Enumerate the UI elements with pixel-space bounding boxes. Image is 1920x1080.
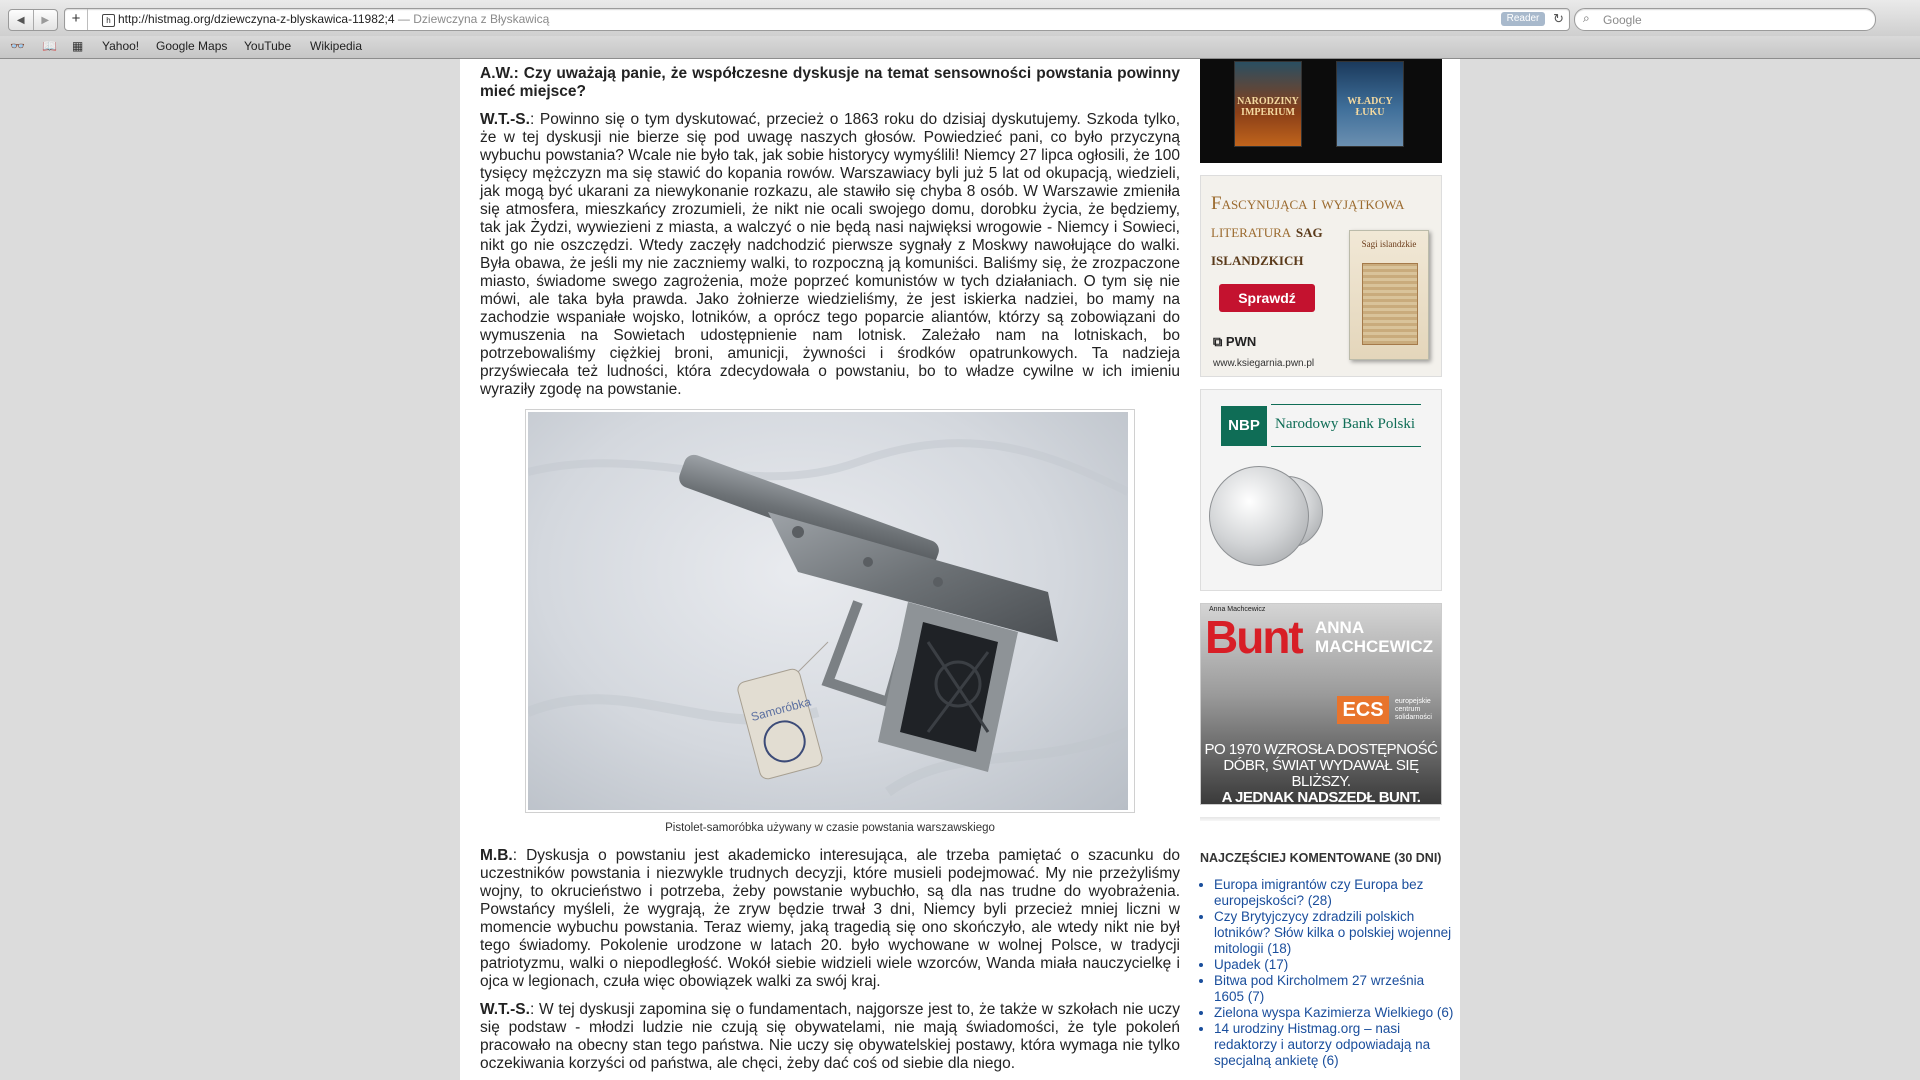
divider bbox=[1271, 446, 1421, 447]
photo-caption: Pistolet-samoróbka używany w czasie powstania warszawskiego bbox=[665, 822, 995, 834]
bookmark-google-maps[interactable]: Google Maps bbox=[156, 39, 228, 53]
book-title: WŁADCY ŁUKU bbox=[1347, 96, 1393, 118]
check-button[interactable]: Sprawdź bbox=[1219, 284, 1315, 312]
bookmarks-bar bbox=[0, 36, 1920, 59]
list-item bbox=[1214, 957, 1456, 973]
ecs-logo: ECS bbox=[1337, 696, 1389, 724]
list-item bbox=[1214, 909, 1456, 957]
search-input[interactable] bbox=[1603, 11, 1863, 28]
most-commented-link[interactable]: Zielona wyspa Kazimierza Wielkiego (6) bbox=[1214, 1005, 1454, 1020]
nbp-name: Narodowy Bank Polski bbox=[1275, 416, 1415, 432]
book-cover[interactable] bbox=[1336, 61, 1404, 147]
divider bbox=[1271, 404, 1421, 405]
manuscript-image bbox=[1362, 263, 1418, 345]
reload-icon[interactable]: ↻ bbox=[1553, 11, 1564, 26]
page-content bbox=[460, 59, 1460, 1080]
speaker-label: W.T.-S. bbox=[480, 1001, 530, 1018]
book-ad-banner[interactable] bbox=[1200, 59, 1442, 163]
speaker-label: W.T.-S. bbox=[480, 111, 530, 128]
tagline-line: PO 1970 WZROSŁA DOSTĘPNOŚĆ bbox=[1204, 741, 1438, 758]
interview-question: A.W.: Czy uważają panie, że współczesne dyskusje na temat sensowności powstania powinny mieć miejsce? bbox=[480, 65, 1180, 100]
pwn-logo bbox=[1213, 334, 1256, 350]
most-commented-list bbox=[1200, 877, 1456, 1069]
pwn-logo-text: PWN bbox=[1225, 334, 1257, 349]
homemade-pistol-illustration bbox=[528, 412, 1128, 810]
pwn-url: www.ksiegarnia.pwn.pl bbox=[1213, 358, 1315, 369]
speaker-label: M.B. bbox=[480, 847, 513, 864]
url-value: http://histmag.org/dziewczyna-z-blyskawica-11982;4 bbox=[118, 12, 395, 26]
bookmark-youtube[interactable]: YouTube bbox=[244, 39, 292, 53]
most-commented-link[interactable]: Europa imigrantów czy Europa bez europejskości? (28) bbox=[1214, 877, 1424, 908]
headline-line: Fascynująca i wyjątkowa bbox=[1211, 193, 1405, 214]
most-commented-title: NAJCZĘŚCIEJ KOMENTOWANE (30 DNI) bbox=[1200, 851, 1442, 865]
list-item bbox=[1214, 973, 1456, 1005]
list-item bbox=[1214, 877, 1456, 909]
saga-book-cover bbox=[1349, 230, 1429, 360]
answer-text: : Dyskusja o powstaniu jest akademicko interesująca, ale trzeba pamiętać o szacunku do uczestników powstania i niezwykle trudnych decyzji, które musieli podejmować. My nie przeżyliśmy wojny, to okrucieństwo i potrzeba, żeby powstanie wybuchło, są dla nas trudne do wyobrażenia. Powstańcy myśleli, że wygrają, że zryw będzie trwał 3 dni, Niemcy byli przecież mniej liczni w momencie wybuchu powstania. Teraz wiemy, jaką tragedią się ono skończyło, ale wtedy nikt nie był tego świadomy. Pokolenie urodzone w latach 20. było wychowane w wolnej Polsce, w tradycji patriotyzmu, walki o niepodległość. Wokół siebie widzieli wiele wzorców, Wanda miała nauczycielkę i ojca w legionach, czuła więc obowiązek walki za swój kraj. bbox=[480, 847, 1180, 990]
photo-tag-text: Samoróbka bbox=[749, 694, 813, 724]
answer-paragraph bbox=[480, 1001, 1180, 1073]
ecs-subtitle: europejskie centrum solidarności bbox=[1395, 698, 1432, 721]
section-divider bbox=[1200, 817, 1440, 821]
tagline-line: DÓBR, ŚWIAT WYDAWAŁ SIĘ BLIŻSZY. bbox=[1223, 757, 1419, 790]
list-item bbox=[1214, 1021, 1456, 1069]
author-last-name: MACHCEWICZ bbox=[1315, 637, 1434, 656]
book-title: NARODZINY IMPERIUM bbox=[1237, 96, 1299, 118]
nbp-ad-banner[interactable] bbox=[1200, 389, 1442, 591]
browser-toolbar bbox=[0, 0, 1920, 36]
back-forward-buttons bbox=[8, 9, 58, 31]
search-icon: ⌕ bbox=[1583, 11, 1590, 25]
bookmark-yahoo[interactable]: Yahoo! bbox=[102, 39, 140, 53]
article-photo[interactable] bbox=[528, 412, 1128, 810]
answer-paragraph bbox=[480, 111, 1180, 399]
headline-line: literatura bbox=[1211, 221, 1292, 242]
bunt-title: Bunt bbox=[1205, 611, 1302, 663]
page-title: Dziewczyna z Błyskawicą bbox=[413, 12, 550, 26]
article-body bbox=[480, 59, 1180, 1080]
author-first-name: ANNA bbox=[1315, 618, 1365, 637]
headline-line: sag bbox=[1295, 221, 1323, 242]
bunt-author-small: Anna Machcewicz bbox=[1209, 606, 1266, 613]
coin-icon bbox=[1209, 466, 1309, 566]
nbp-logo: NBP bbox=[1221, 406, 1267, 446]
headline-line: islandzkich bbox=[1211, 249, 1304, 270]
address-text[interactable] bbox=[118, 12, 549, 26]
bunt-tagline bbox=[1201, 742, 1441, 805]
answer-paragraph bbox=[480, 847, 1180, 991]
most-commented-link[interactable]: 14 urodziny Histmag.org – nasi redaktorzy i autorzy odpowiadają na specjalną ankietę (6) bbox=[1214, 1021, 1431, 1068]
answer-text: : Powinno się o tym dyskutować, przecież o 1863 roku do dzisiaj dyskutujemy. Szkoda tylko, że w tej dyskusji nie bierze się pod uwagę naszych głosów. Powiedzieć pani, co było przyczyną wybuchu powstania? Wcale nie było tak, jak sobie historycy wymyślili! Niemcy 27 lipca ogłosili, że 100 tysięcy mężczyzn ma się stawić do kopania rowów. Warszawiacy byli już 5 lat od okupacją, wiedzieli, jak mogą być ukarani za niewykonanie rozkazu, ale stawiło się chyba 8 osób. W Warszawie zmieniła się atmosfera, mieszkańcy zrozumieli, że nikt nie ocali swojego domu, dorobku życia, że będziemy, tak jak Żydzi, wywiezieni z miasta, a walczyć o nie będą nasi najwięksi wrogowie - Niemcy i Sowieci, nikt go nie oszczędzi. Wtedy zaczęły nadchodzić pierwsze sygnały z Moskwy nawołujące do walki. Była obawa, że jeśli my nie zaczniemy walki, to rozpoczną ją komuniści. Baliśmy się, że zrozpaczone miasto, świadome swego zagrożenia, może poprzeć komunistów w tych działaniach. O tym się nie mówi, ale taka była prawda. Jako żołnierze wiedzieliśmy, że jest iskierka nadziei, bo mamy na zachodzie wspaniałe wojsko, lotników, a oprócz tego poparcie aliantów, którzy są zobowiązani do wymuszenia na Sowietach udostępnienie nam lotnisk. Zależało nam na lotniskach, bo potrzebowaliśmy ciężkiej broni, amunicji, żywności i środków opatrunkowych. Ta nadzieja przyświecała też ludności, która zdecydowała o powstaniu, bo to władze cywilne w ich imieniu wyraziły zgodę na powstanie. bbox=[480, 111, 1180, 398]
book-cover[interactable] bbox=[1234, 61, 1302, 147]
forward-arrow-icon[interactable]: ▶ bbox=[33, 10, 58, 30]
list-item bbox=[1214, 1005, 1456, 1021]
tagline-line: A JEDNAK NADSZEDŁ BUNT. bbox=[1221, 789, 1421, 805]
top-sites-grid-icon[interactable]: ▦ bbox=[72, 39, 84, 53]
url-separator: — bbox=[397, 12, 410, 26]
answer-text: : W tej dyskusji zapomina się o fundamentach, najgorsze jest to, że także w szkołach nie uczy się podstaw - młodzi ludzie nie czują się obywatelami, nie mają świadomości, że tyle pokoleń pracowało na obecny stan tego państwa. Nie uczy się obywatelskiej postawy, która wymaga nie tylko oczekiwania korzyści od państwa, ale chęci, żeby dać coś od siebie dla niego. bbox=[480, 1001, 1180, 1072]
reader-button[interactable]: Reader bbox=[1501, 12, 1545, 26]
site-favicon-icon: h bbox=[102, 14, 115, 27]
reading-list-icon[interactable]: 👓 bbox=[10, 39, 25, 53]
bookmarks-book-icon[interactable]: 📖 bbox=[42, 39, 57, 53]
book-title: Sagi islandzkie bbox=[1361, 239, 1417, 249]
add-tab-icon[interactable]: + bbox=[65, 9, 88, 30]
article-photo-frame bbox=[525, 409, 1135, 813]
pwn-logo-icon: ⧉ bbox=[1213, 334, 1223, 349]
search-bar[interactable] bbox=[1574, 8, 1876, 31]
most-commented-link[interactable]: Upadek (17) bbox=[1214, 957, 1289, 972]
most-commented-link[interactable]: Bitwa pod Kircholmem 27 września 1605 (7) bbox=[1214, 973, 1425, 1004]
bunt-author bbox=[1315, 618, 1433, 656]
bookmark-wikipedia[interactable]: Wikipedia bbox=[310, 39, 363, 53]
most-commented-link[interactable]: Czy Brytyjczycy zdradzili polskich lotników? Słów kilka o polskiej wojennej mitologii (18) bbox=[1214, 909, 1452, 956]
bunt-ad-banner[interactable] bbox=[1200, 603, 1442, 805]
address-bar[interactable] bbox=[64, 8, 1570, 31]
pwn-ad-banner[interactable] bbox=[1200, 175, 1442, 377]
back-arrow-icon[interactable]: ◀ bbox=[16, 14, 25, 26]
